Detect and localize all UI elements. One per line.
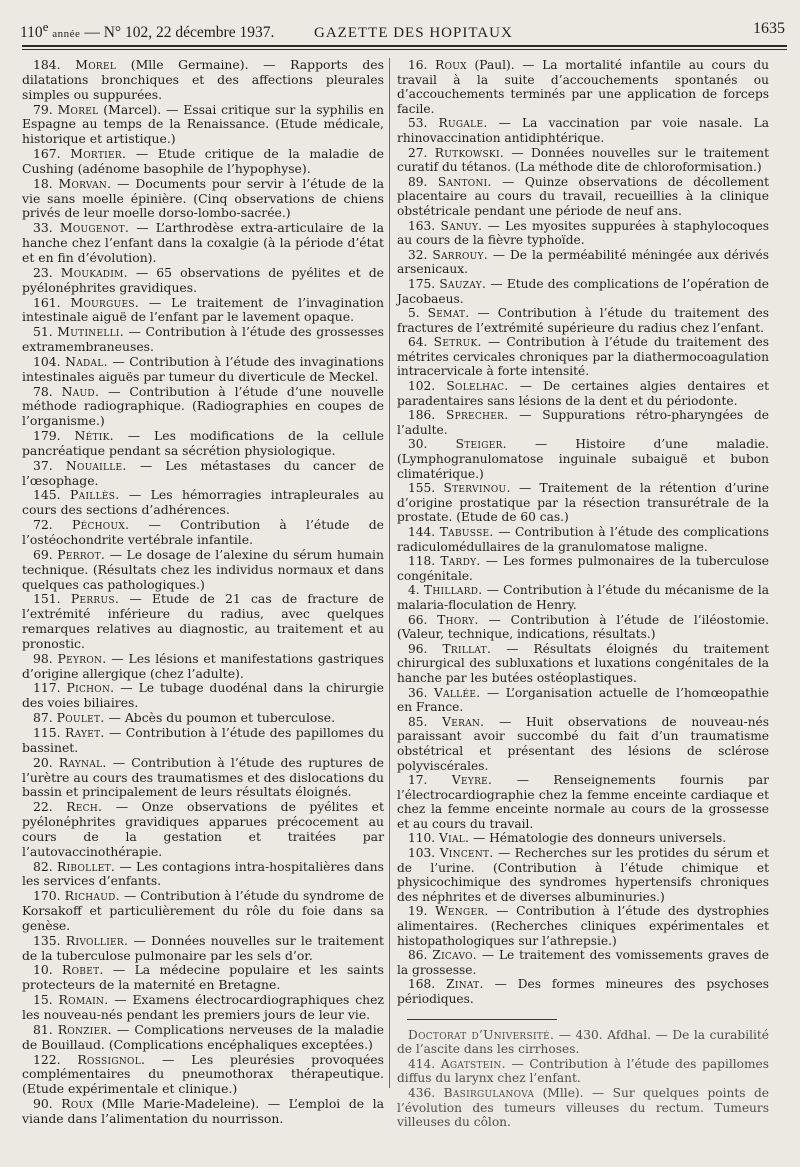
author-name: Zinat. [446, 977, 484, 992]
thesis-title: — Onze observations de pyélites et pyélonéphrites gravidiques apparues précocement au cours de la gestation et traitées par l’autovaccinothérapie. [22, 799, 384, 859]
entry-number: 87. [33, 710, 53, 726]
thesis-entry [397, 583, 769, 612]
thesis-title: — La vaccination par voie nasale. La rhinovaccination antidiphtérique. [397, 116, 770, 145]
thesis-title: — Les métastases du cancer de l’œsophage. [22, 457, 384, 488]
entry-number: 167. [33, 146, 61, 162]
entry-number: 179. [33, 428, 61, 444]
entry-number: 19. [408, 904, 428, 919]
thesis-entry [22, 993, 384, 1023]
thesis-title: — Les hémorragies intrapleurales au cours des sections d’adhérences. [22, 487, 384, 518]
entry-number: 16. [408, 58, 428, 72]
entry-number: 103. [408, 846, 436, 861]
thesis-title: (Marcel). — Essai critique sur la syphilis en Espagne au temps de la Renaissance. (Etude médicale, historique et artistique.) [22, 101, 384, 147]
thesis-title: — Abcès du poumon et tuberculose. [108, 710, 336, 726]
thesis-title: — Contribution à l’étude de l’iléostomie. (Valeur, technique, indications, résultats.) [397, 612, 770, 642]
author-name: Sarrouy. [432, 247, 488, 262]
entry-number: 37. [33, 457, 53, 473]
thesis-entry [22, 518, 384, 548]
author-name: Nouaille. [65, 457, 127, 473]
thesis-entry [397, 379, 769, 408]
entry-number: 85. [408, 714, 428, 729]
thesis-title: — De certaines algies dentaires et paradentaires sans lésions de la dent et du périodonte. [397, 379, 769, 408]
entry-number: 79. [33, 101, 53, 117]
entry-number: 82. [33, 858, 53, 874]
thesis-entry [22, 726, 384, 756]
thesis-title: — Contribution à l’étude des complications radiculomédullaires de la granulomatose maligne. [397, 525, 769, 554]
author-name: Solelhac. [446, 379, 509, 394]
entry-number: 4. [408, 583, 420, 598]
author-name: Morel [75, 57, 117, 72]
thesis-title: — Etude des complications de l’opération de Jacobaeus. [397, 276, 769, 306]
thesis-title: — Contribution à l’étude des ruptures de l’urètre au cours des traumatismes et des dislocations du bassin et principalement de leurs résultats éloignés. [22, 754, 384, 800]
author-name: Trillat. [442, 641, 492, 656]
entry-number: 20. [33, 754, 53, 770]
author-name: Pichon. [66, 680, 115, 696]
author-name: Rutkowski. [434, 145, 504, 160]
thesis-title: — Des formes mineures des psychoses périodiques. [397, 977, 769, 1006]
thesis-entry [22, 429, 384, 459]
thesis-entry [22, 385, 384, 430]
thesis-entry [397, 481, 769, 525]
thesis-entry [22, 103, 384, 148]
entry-number: 161. [33, 294, 61, 310]
author-name: Paillès. [70, 487, 120, 503]
thesis-entry [397, 554, 769, 583]
thesis-entry [22, 296, 384, 326]
thesis-title: — Les pleurésies provoquées complémentaires du pneumothorax thérapeutique. (Etude expérimentale et clinique.) [22, 1051, 384, 1097]
thesis-title: — Le tubage duodénal dans la chirurgie des voies biliaires. [22, 680, 384, 711]
author-name: Basirgulanova [443, 1085, 535, 1100]
entry-number: 168. [408, 977, 436, 992]
doctorat-list [397, 1028, 769, 1130]
thesis-entry [22, 1097, 384, 1127]
entry-number: 175. [408, 276, 436, 291]
thesis-entry [397, 335, 769, 379]
author-name: Sanuy. [440, 218, 483, 233]
annee-label: année [52, 28, 81, 40]
thesis-entry [397, 146, 769, 175]
thesis-title: — Histoire d’une maladie. (Lymphogranulomatose inguinale subaiguë et bubon climatérique.) [397, 437, 770, 481]
entry-number: 170. [33, 888, 61, 904]
author-name: Mutinelli. [57, 324, 124, 340]
entry-number: 33. [33, 220, 53, 236]
thesis-title: — Huit observations de nouveau-nés paraissant avoir succombé du fait d’un traumatisme obstétrical et présentant des lésions de sclérose polyviscérales. [397, 714, 770, 773]
thesis-entry [397, 306, 769, 335]
thesis-entry [22, 934, 384, 964]
section-separator [407, 1019, 557, 1020]
thesis-title: — L’arthrodèse extra-articulaire de la hanche chez l’enfant dans la coxalgie (à la période d’état et en fin d’évolution). [22, 220, 384, 265]
entry-number: 118. [408, 554, 436, 569]
thesis-title: — Suppurations rétro-pharyngées de l’adulte. [397, 408, 770, 437]
entry-number: 414. [408, 1056, 436, 1071]
thesis-title: — Documents pour servir à l’étude de la vie sans moelle épinière. (Cinq observations de chiens privés de leur moelle dorso-lombo-sacrée.) [22, 175, 384, 221]
author-name: Zicavo. [432, 948, 477, 963]
author-name: Rech. [66, 799, 103, 815]
entry-number: 23. [33, 264, 53, 280]
author-name: Ronzier. [57, 1021, 112, 1037]
author-name: Semat. [427, 306, 470, 321]
author-name: Steiger. [455, 437, 507, 452]
thesis-entry [22, 756, 384, 801]
thesis-title: — Etude de 21 cas de fracture de l’extrémité inférieure du radius, avec quelques remarques relatives au diagnostic, au traitement et au pronostic. [22, 591, 384, 651]
author-name: Mortier. [70, 146, 127, 162]
thesis-title: — Quinze observations de décollement placentaire au cours du travail, recueillies à la clinique obstétricale pendant une période de neuf ans. [397, 174, 770, 218]
thesis-title: — Les formes pulmonaires de la tuberculose congénitale. [397, 554, 770, 583]
author-name: Richaud. [64, 888, 120, 904]
author-name: Nétik. [74, 428, 114, 444]
entry-number: 90. [33, 1096, 53, 1112]
author-name: Morel [57, 101, 99, 117]
entry-number: 115. [33, 724, 61, 740]
entry-number: 69. [33, 546, 53, 562]
author-name: Santoni. [437, 174, 492, 189]
author-name: Rayet. [64, 724, 105, 740]
entry-number: 145. [33, 487, 61, 503]
entry-number: 122. [33, 1051, 61, 1067]
entry-number: 186. [408, 408, 436, 423]
thesis-title: — Contribution à l’étude d’une nouvelle méthode radiographique. (Radiographies en coupes de l’organisme.) [22, 383, 384, 429]
entry-number: 64. [408, 335, 428, 350]
thesis-entry [397, 58, 769, 116]
thesis-title: — Résultats éloignés du traitement chirurgical des subluxations et luxations congénitales de la hanche par les butées ostéoplastiques. [397, 641, 769, 685]
thesis-title: — Contribution à l’étude du mécanisme de la malaria-floculation de Henry. [397, 583, 770, 612]
entry-number: 436. [408, 1085, 436, 1100]
thesis-title: — Données nouvelles sur le traitement de la tuberculose pulmonaire par les sels d’or. [22, 932, 384, 963]
page-header [20, 20, 787, 46]
author-name: Perrus. [70, 591, 120, 607]
author-name: Vallée. [434, 685, 481, 700]
thesis-entry [22, 58, 384, 103]
entry-number: 155. [408, 481, 436, 496]
thesis-entry [397, 904, 769, 948]
column-divider [389, 58, 390, 1088]
thesis-entry [22, 860, 384, 890]
thesis-entry [22, 488, 384, 518]
thesis-entry [397, 686, 769, 715]
thesis-entry [22, 147, 384, 177]
author-name: Romain. [58, 992, 109, 1008]
thesis-title: — Complications nerveuses de la maladie de Bouillaud. (Complications encéphaliques exceptées.) [22, 1021, 384, 1052]
author-name: Veyre. [451, 773, 493, 788]
thesis-title: — Contribution à l’étude du syndrome de Korsakoff et particulièrement du rôle du foie dans sa genèse. [22, 888, 384, 933]
author-name: Setruk. [433, 335, 482, 350]
thesis-title: (Paul). — La mortalité infantile au cours du travail à la suite d’accouchements spontanés ou d’accouchements terminés par une application de forceps facile. [397, 58, 769, 116]
thesis-entry [397, 613, 769, 642]
thesis-title: — L’organisation actuelle de l’homœopathie en France. [397, 685, 770, 715]
entry-number: 81. [33, 1021, 53, 1037]
entry-number: 151. [33, 591, 61, 607]
entry-number: 66. [408, 612, 428, 627]
thesis-entry [22, 1053, 384, 1098]
author-name: Poulet. [56, 710, 105, 726]
issue-date: — N° 102, 22 décembre 1937. [84, 24, 275, 41]
author-name: Doctorat d’Université. [408, 1027, 555, 1042]
thesis-entry [397, 1086, 769, 1130]
entry-number: 30. [408, 437, 428, 452]
entry-number: 117. [33, 680, 61, 696]
thesis-title: (Mlle Marie-Madeleine). — L’emploi de la viande dans l’alimentation du nourrisson. [22, 1096, 384, 1126]
author-name: Moukadim. [60, 264, 128, 280]
author-name: Ribollet. [56, 858, 116, 874]
thesis-entry [22, 963, 384, 993]
author-name: Perrot. [57, 546, 106, 562]
entry-number: 10. [33, 962, 53, 978]
author-name: Naud. [61, 383, 100, 399]
entry-number: 102. [408, 379, 436, 394]
thesis-title: — Contribution à l’étude des invaginations intestinales aiguës par tumeur du diverticule de Meckel. [22, 353, 384, 384]
entry-number: 98. [33, 650, 53, 666]
thesis-entry [397, 1028, 769, 1057]
thesis-entry [22, 459, 384, 489]
author-name: Péchoux. [71, 517, 130, 533]
thesis-title: — Examens électrocardiographiques chez les nouveau-nés pendant les premiers jours de leur vie. [22, 992, 384, 1022]
year-number: 110 [20, 24, 43, 41]
thesis-entry [397, 1057, 769, 1086]
thesis-title: — Recherches sur les protides du sérum et de l’urine. (Contribution à l’étude chimique et physicochimique des syndromes hypertensifs chroniques des néphrites et de diverses albuminuries.) [397, 846, 770, 904]
thesis-entry [397, 277, 769, 306]
author-name: Robet. [62, 962, 104, 978]
author-name: Wenger. [435, 904, 489, 919]
thesis-entry [22, 177, 384, 222]
author-name: Rivollier. [65, 932, 129, 948]
author-name: Raynal. [58, 754, 107, 770]
thesis-title: — Contribution à l’étude du traitement des fractures de l’extrémité supérieure du radius chez l’enfant. [397, 306, 769, 335]
entry-number: 96. [408, 641, 428, 656]
thesis-entry [397, 773, 769, 831]
entry-number: 104. [33, 353, 61, 369]
entry-number: 184. [33, 57, 61, 72]
thesis-entry [397, 715, 769, 773]
thesis-entry [397, 831, 769, 846]
thesis-title: (Mlle Germaine). — Rapports des dilatations bronchiques et des affections pleurales simples ou suppurées. [22, 57, 384, 102]
thesis-entry [397, 437, 769, 481]
thesis-title: — Etude critique de la maladie de Cushing (adénome basophile de l’hypophyse). [22, 146, 384, 176]
thesis-title: — Contribution à l’étude des papillomes diffus du larynx chez l’enfant. [397, 1056, 770, 1086]
journal-title: GAZETTE DES HOPITAUX [314, 25, 513, 41]
author-name: Rugale. [438, 116, 488, 131]
author-name: Vincent. [439, 846, 494, 861]
author-name: Tabusse. [439, 525, 494, 539]
thesis-entry [22, 592, 384, 651]
author-name: Stervinou. [443, 481, 511, 496]
header-rule-thin [22, 49, 787, 50]
thesis-title: — Le dosage de l’alexine du sérum humain technique. (Résultats chez les individus normaux et dans quelques cas pathologiques.) [22, 546, 384, 592]
thesis-entry [397, 248, 769, 277]
thesis-title: — Les myosites suppurées à staphylocoques au cours de la fièvre typhoïde. [397, 218, 769, 248]
left-column [22, 58, 384, 1127]
entry-number: 110. [408, 831, 436, 846]
author-name: Roux [61, 1096, 94, 1112]
author-name: Tardy. [440, 554, 481, 569]
entry-number: 18. [33, 175, 53, 191]
thesis-title: — Hématologie des donneurs universels. [473, 831, 727, 846]
entry-number: 163. [408, 218, 436, 233]
entry-number: 36. [408, 685, 428, 700]
thesis-entry [22, 800, 384, 859]
author-name: Rossignol. [77, 1051, 146, 1067]
year-suffix: e [42, 18, 49, 34]
entry-number: 53. [408, 116, 428, 131]
entry-number: 78. [33, 383, 53, 399]
author-name: Veran. [442, 714, 485, 729]
issue-info [20, 19, 274, 42]
thesis-title: — De la perméabilité méningée aux dérivés arsenicaux. [397, 247, 770, 277]
thesis-title: — Contribution à l’étude des dystrophies alimentaires. (Recherches cliniques expérimentales et histopathologiques sur l’athrepsie.) [397, 904, 770, 948]
entry-number: 144. [408, 525, 436, 539]
thesis-entry [397, 525, 769, 554]
entry-number: 5. [408, 306, 420, 321]
thesis-entry [397, 116, 769, 145]
thesis-entry [397, 175, 769, 219]
thesis-title: — Le traitement de l’invagination intestinale aiguë de l’enfant par le lavement opaque. [22, 294, 384, 325]
page-number: 1635 [753, 20, 785, 37]
thesis-title: — La médecine populaire et les saints protecteurs de la maternité en Bretagne. [22, 962, 384, 993]
thesis-title: — Contribution à l’étude des papillomes du bassinet. [22, 724, 384, 755]
right-column [397, 58, 769, 1130]
header-rule-thick [22, 45, 787, 47]
author-name: Mougenot. [59, 220, 130, 236]
thesis-title: — Les contagions intra-hospitalières dans les services d’enfants. [22, 858, 384, 889]
entry-number: 22. [33, 799, 53, 815]
thesis-title: — Contribution à l’étude de l’ostéochondrite vertébrale infantile. [22, 517, 384, 547]
entry-number: 89. [408, 174, 428, 189]
thesis-entry [397, 219, 769, 248]
thesis-entry [397, 642, 769, 686]
thesis-title: — Données nouvelles sur le traitement curatif du tétanos. (La méthode dite de chloroformisation.) [397, 145, 770, 175]
entry-number: 72. [33, 517, 53, 533]
author-name: Mourgues. [70, 294, 140, 310]
thesis-entry [22, 221, 384, 266]
author-name: Sprecher. [445, 408, 509, 423]
thesis-title: — 65 observations de pyélites et de pyélonéphrites gravidiques. [22, 264, 384, 295]
thesis-entry [397, 408, 769, 437]
author-name: Sauzay. [439, 276, 487, 291]
entry-number: 17. [408, 773, 428, 788]
thesis-entry [22, 652, 384, 682]
thesis-title: — Les modifications de la cellule pancréatique pendant sa sécrétion physiologique. [22, 428, 384, 458]
thesis-entry [22, 548, 384, 593]
thesis-title: (Mlle). — Sur quelques points de l’évolution des tumeurs villeuses du rectum. Tumeurs villeuses du côlon. [397, 1085, 770, 1130]
author-name: Thillard. [423, 583, 483, 598]
entry-number: 15. [33, 992, 53, 1008]
entry-number: 51. [33, 324, 53, 340]
thesis-entry [22, 266, 384, 296]
author-name: Thory. [437, 612, 479, 627]
thesis-entry [22, 889, 384, 934]
entry-number: 135. [33, 932, 61, 948]
thesis-entry [397, 846, 769, 904]
author-name: Agatstein. [440, 1056, 506, 1071]
author-name: Vial. [439, 831, 470, 846]
thesis-entry [22, 325, 384, 355]
thesis-title: — Les lésions et manifestations gastriques d’origine allergique (chez l’adulte). [22, 650, 384, 681]
entry-number: 27. [408, 145, 428, 160]
thesis-entry [22, 681, 384, 711]
thesis-title: — 430. Afdhal. — De la curabilité de l’ascite dans les cirrhoses. [397, 1027, 770, 1057]
author-name: Morvan. [58, 175, 112, 191]
thesis-title: — Contribution à l’étude du traitement des métrites cervicales chroniques par la diathermocoagulation intracervicale à forte intensité. [397, 335, 769, 379]
thesis-entry [397, 948, 769, 977]
thesis-title: — Le traitement des vomissements graves de la grossesse. [397, 948, 769, 977]
thesis-entry [22, 711, 384, 726]
thesis-entry [397, 977, 769, 1006]
thesis-title: — Renseignements fournis par l’électrocardiographie chez la femme enceinte cardiaque et chez la femme enceinte normale au cours de la grossesse et au cours du travail. [397, 773, 769, 831]
thesis-entry [22, 355, 384, 385]
entry-number: 86. [408, 948, 428, 963]
thesis-title: — Contribution à l’étude des grossesses extramembraneuses. [22, 324, 384, 355]
author-name: Nadal. [65, 353, 108, 369]
thesis-title: — Traitement de la rétention d’urine d’origine prostatique par la résection transurétrale de la prostate. (Etude de 60 cas.) [397, 481, 769, 525]
entry-number: 32. [408, 247, 428, 262]
thesis-entry [22, 1023, 384, 1053]
author-name: Roux [435, 58, 467, 72]
author-name: Peyron. [57, 650, 107, 666]
thesis-list-right [397, 58, 769, 1007]
